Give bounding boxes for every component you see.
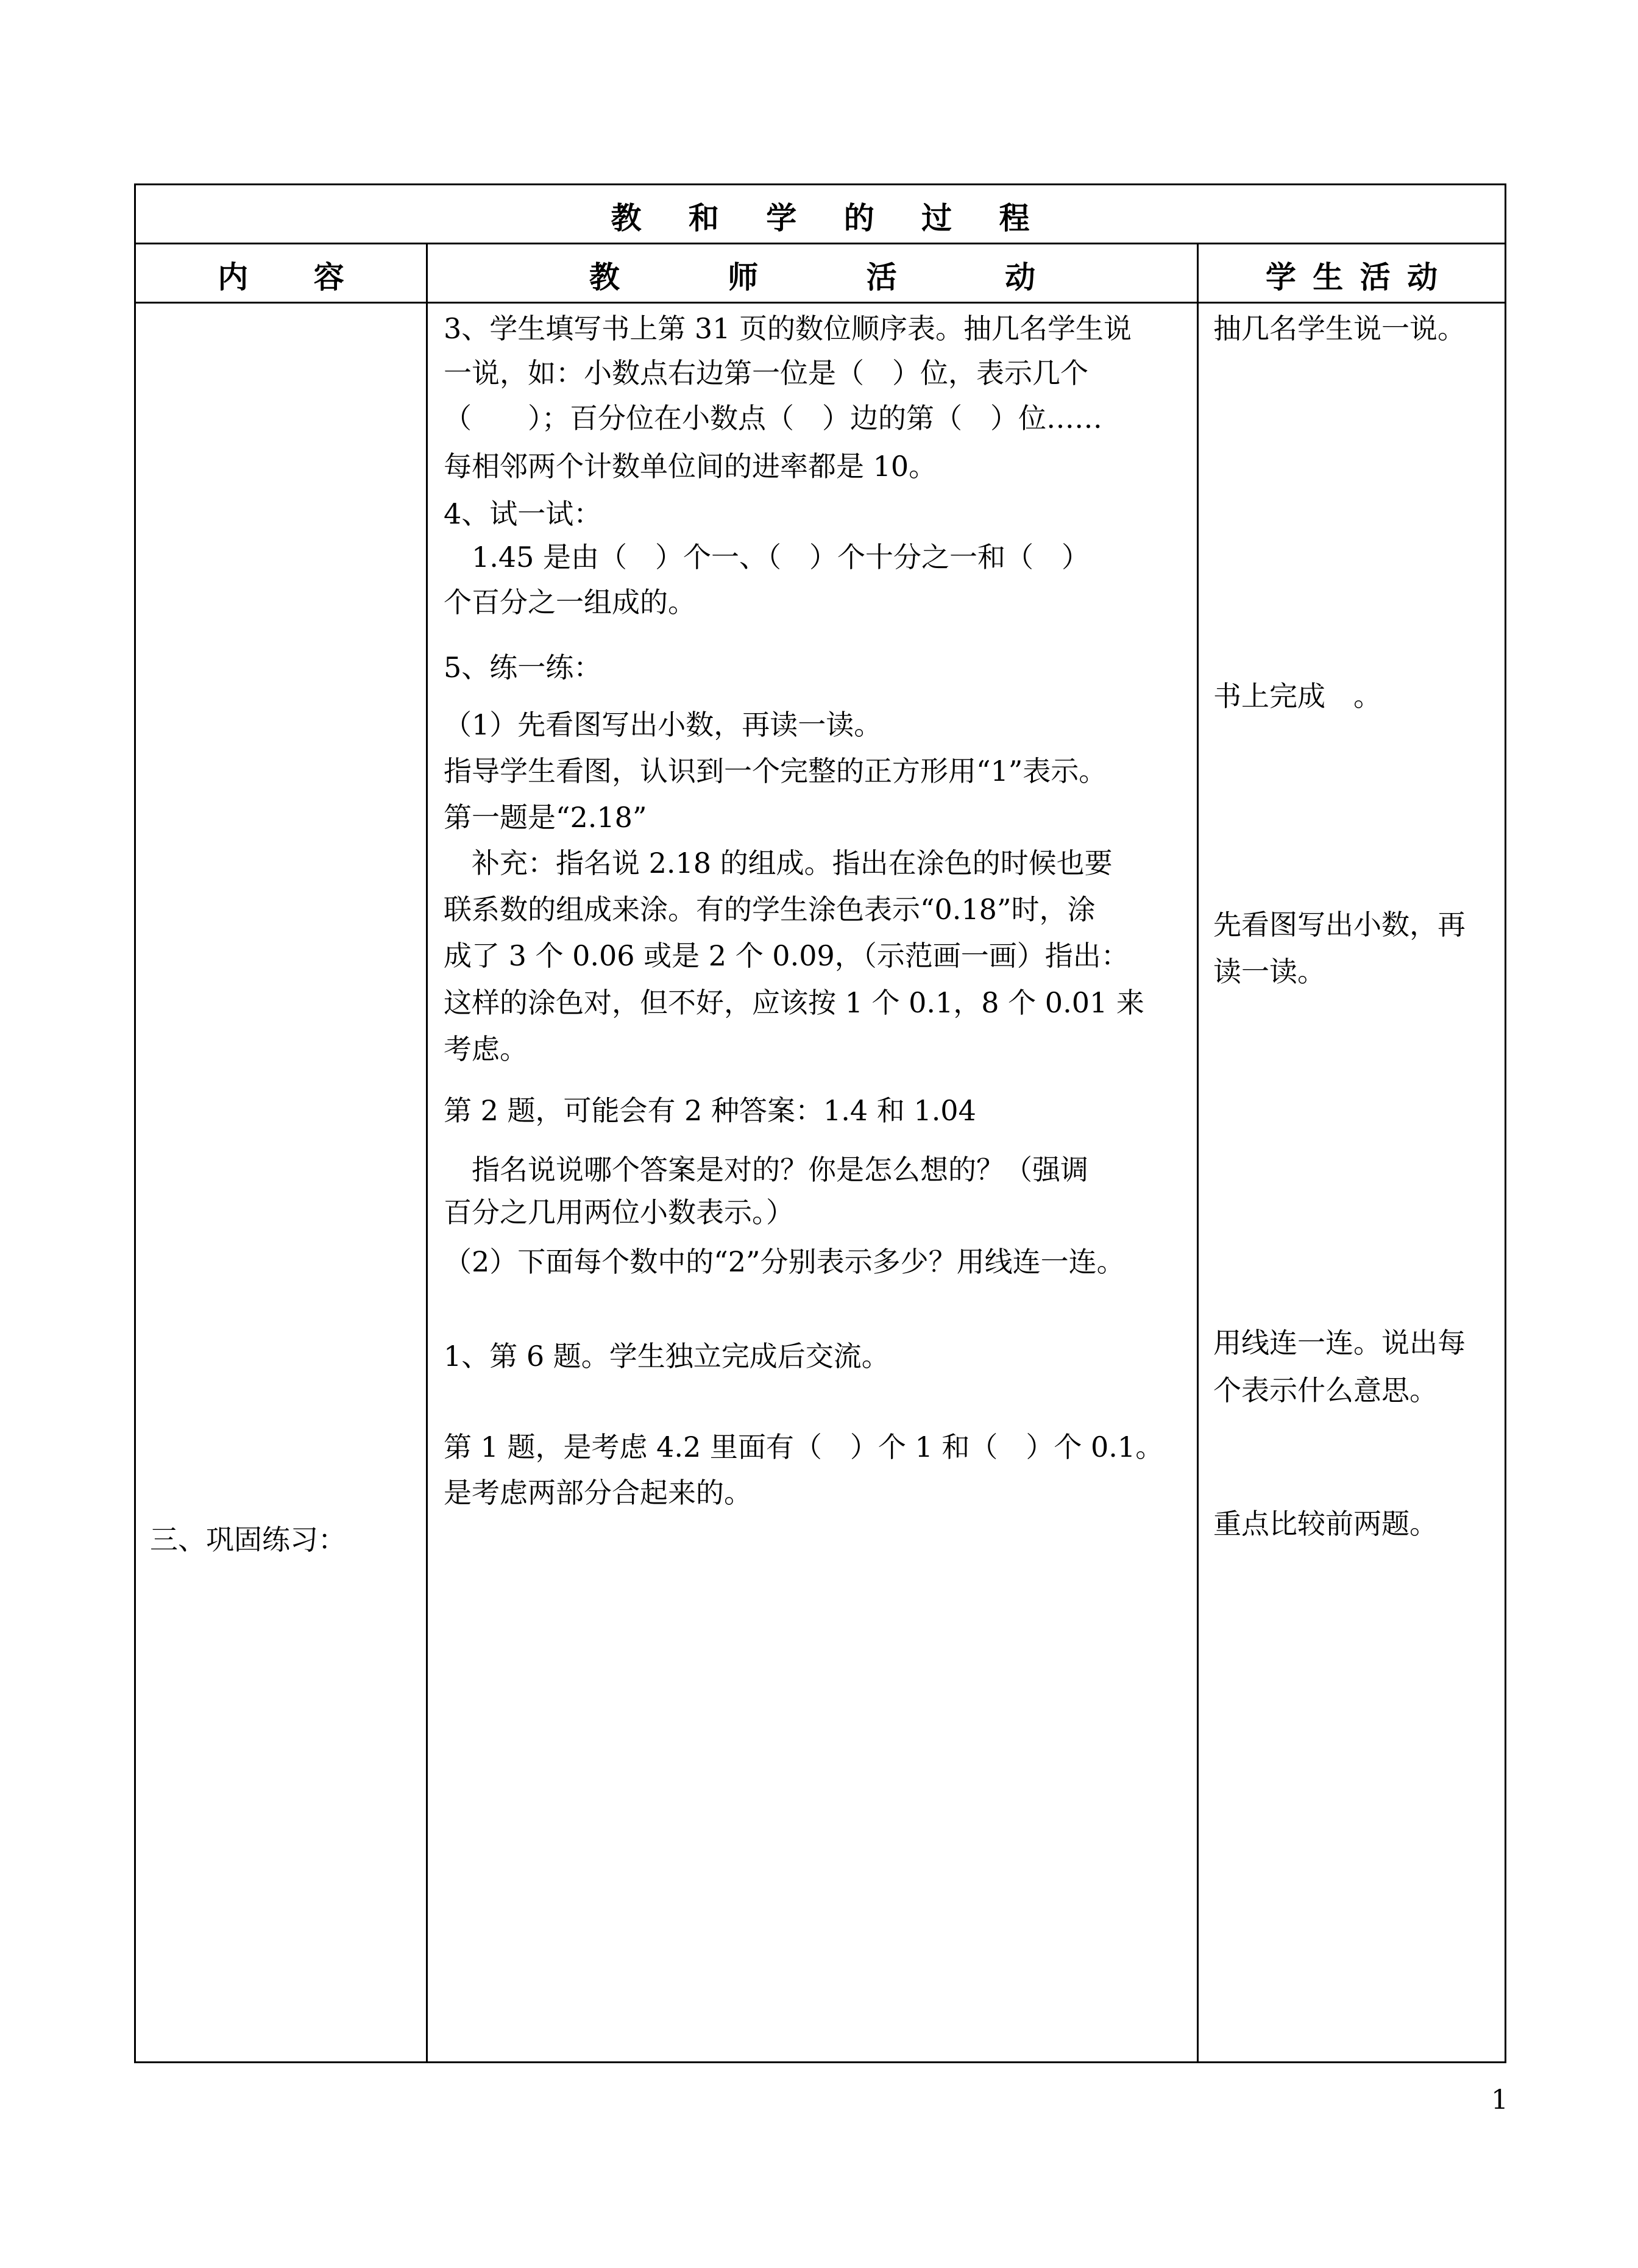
table-header-divider xyxy=(134,302,1506,304)
table-title: 教 和 学 的 过 程 xyxy=(611,200,1030,236)
teacher-line-10: 指导学生看图，认识到一个完整的正方形用“1”表示。 xyxy=(444,755,1107,787)
header-content: 内 容 xyxy=(218,259,344,295)
teacher-line-16: 考虑。 xyxy=(444,1033,528,1065)
student-line-2: 书上完成 。 xyxy=(1213,680,1381,713)
teacher-line-23: 是考虑两部分合起来的。 xyxy=(444,1476,752,1509)
student-line-4: 读一读。 xyxy=(1213,955,1325,988)
student-line-6: 个表示什么意思。 xyxy=(1213,1374,1438,1407)
student-line-3: 先看图写出小数，再 xyxy=(1213,908,1466,941)
teacher-line-19: 百分之几用两位小数表示。） xyxy=(444,1196,794,1229)
teacher-line-3: （ ）；百分位在小数点（ ）边的第（ ）位…… xyxy=(444,402,1102,435)
header-student-activity: 学 生 活 动 xyxy=(1265,259,1438,295)
teacher-line-1: 3、学生填写书上第 31 页的数位顺序表。抽几名学生说 xyxy=(444,312,1132,345)
teacher-line-4: 每相邻两个计数单位间的进率都是 10。 xyxy=(444,450,937,483)
page-number: 1 xyxy=(1491,2085,1508,2116)
teacher-line-14: 成了 3 个 0.06 或是 2 个 0.09，（示范画一画）指出： xyxy=(444,939,1129,972)
header-teacher-activity: 教 师 活 动 xyxy=(589,259,1036,295)
teacher-line-9: （1）先看图写出小数，再读一读。 xyxy=(444,708,882,741)
table-right-border xyxy=(1505,183,1506,2063)
table-top-border xyxy=(134,183,1506,185)
student-line-5: 用线连一连。说出每 xyxy=(1213,1326,1466,1359)
section-label: 三、巩固练习： xyxy=(150,1523,346,1556)
teacher-line-22: 第 1 题，是考虑 4.2 里面有（ ）个 1 和（ ）个 0.1。 xyxy=(444,1431,1164,1463)
teacher-line-8: 5、练一练： xyxy=(444,651,602,684)
table-left-border xyxy=(134,183,136,2063)
teacher-line-21: 1、第 6 题。学生独立完成后交流。 xyxy=(444,1340,890,1373)
teacher-line-12: 补充：指名说 2.18 的组成。指出在涂色的时候也要 xyxy=(444,847,1113,880)
teacher-line-15: 这样的涂色对，但不好，应该按 1 个 0.1，8 个 0.01 来 xyxy=(444,986,1144,1019)
teacher-line-18: 指名说说哪个答案是对的？你是怎么想的？（强调 xyxy=(444,1153,1088,1186)
column-divider-2 xyxy=(1197,243,1199,2063)
student-line-1: 抽几名学生说一说。 xyxy=(1213,312,1466,345)
student-line-7: 重点比较前两题。 xyxy=(1213,1507,1438,1540)
teacher-line-17: 第 2 题，可能会有 2 种答案：1.4 和 1.04 xyxy=(444,1094,976,1127)
teacher-line-6: 1.45 是由（ ）个一、（ ）个十分之一和（ ） xyxy=(444,541,1090,574)
teacher-line-5: 4、试一试： xyxy=(444,497,602,530)
table-bottom-border xyxy=(134,2061,1506,2063)
teacher-line-2: 一说，如：小数点右边第一位是（ ）位，表示几个 xyxy=(444,357,1088,389)
teacher-line-13: 联系数的组成来涂。有的学生涂色表示“0.18”时，涂 xyxy=(444,893,1096,926)
teacher-line-20: （2）下面每个数中的“2”分别表示多少？用线连一连。 xyxy=(444,1245,1125,1278)
column-divider-1 xyxy=(426,243,428,2063)
teacher-line-7: 个百分之一组成的。 xyxy=(444,586,696,619)
table-title-divider xyxy=(134,243,1506,244)
teacher-line-11: 第一题是“2.18” xyxy=(444,801,647,834)
